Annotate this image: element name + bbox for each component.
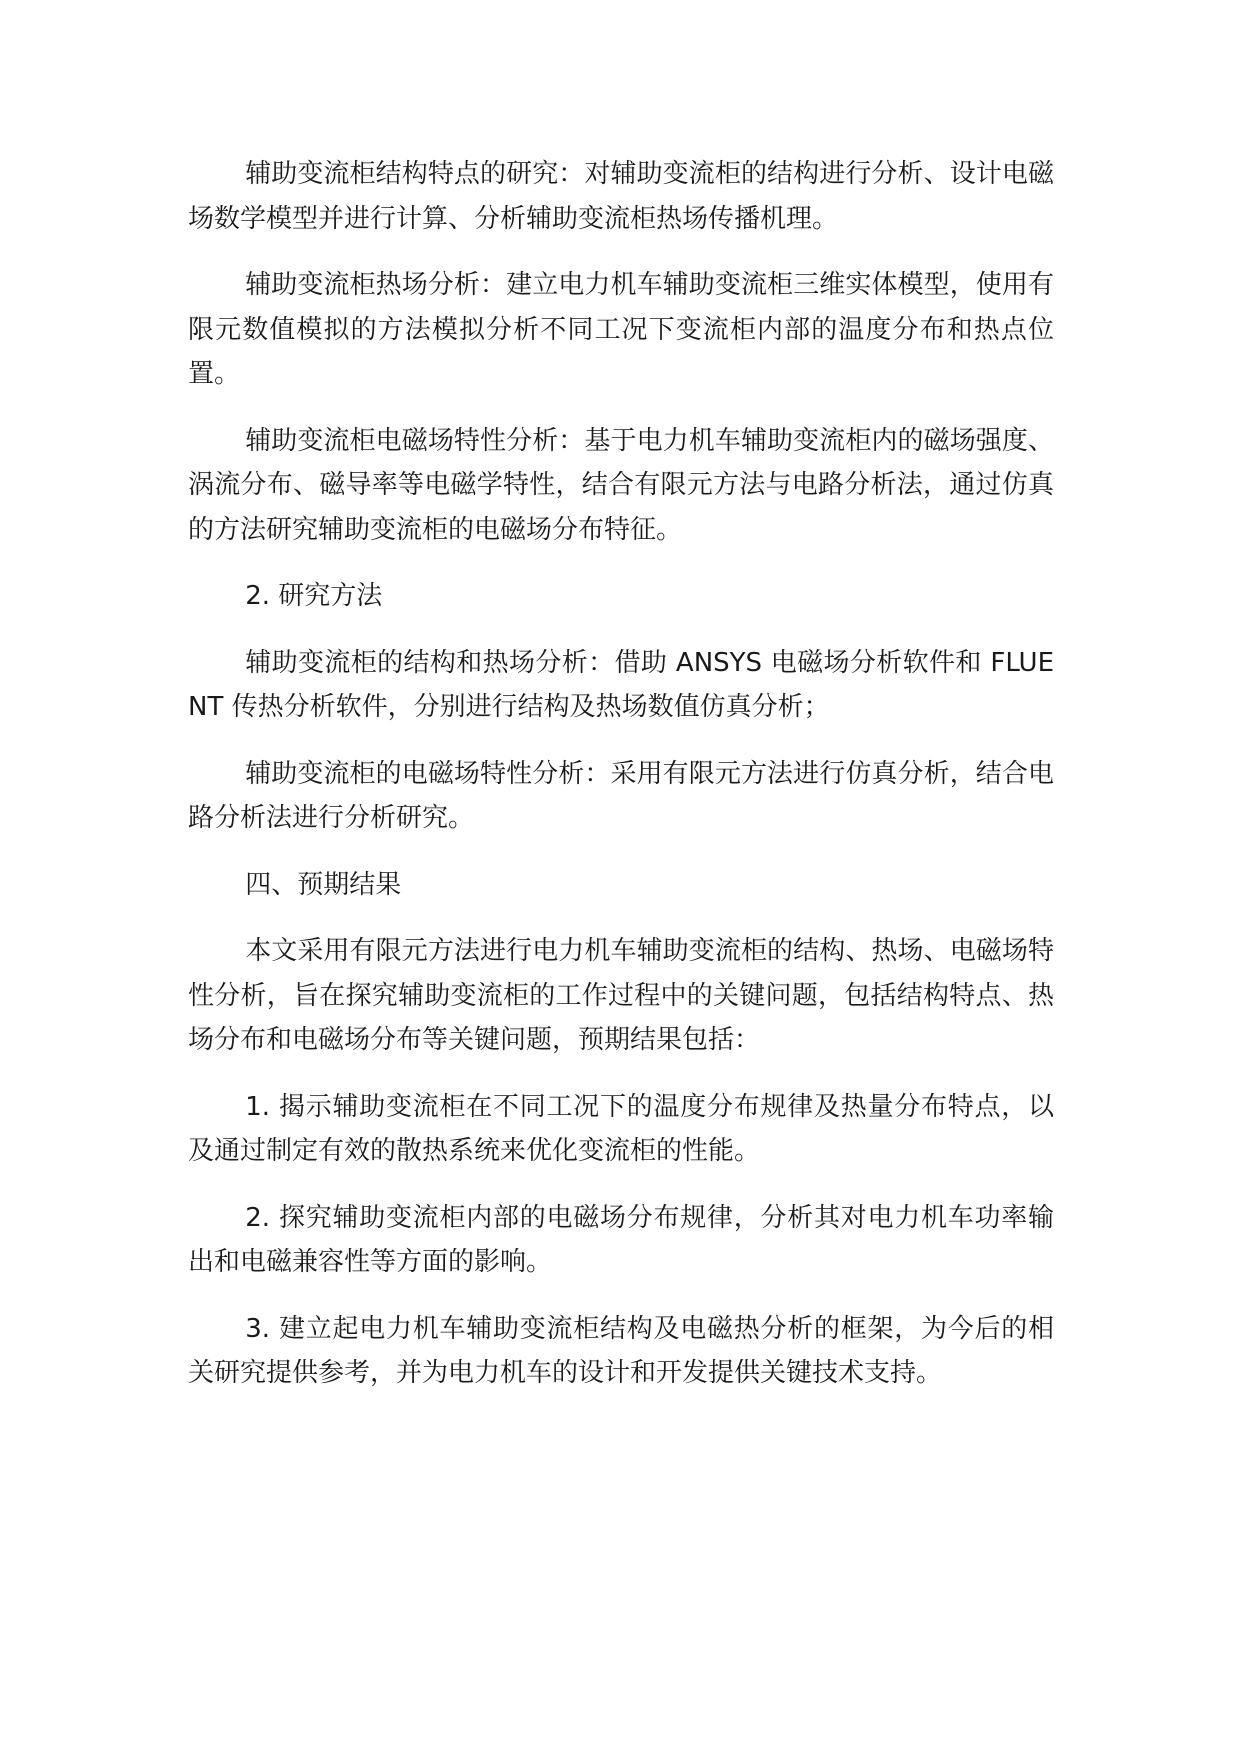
list-item-result-1: 1. 揭示辅助变流柜在不同工况下的温度分布规律及热量分布特点，以及通过制定有效的散热系统来优化变流柜的性能。: [188, 1091, 1054, 1166]
paragraph-method-em: 辅助变流柜的电磁场特性分析：采用有限元方法进行仿真分析，结合电路分析法进行分析研究。: [188, 758, 1054, 833]
paragraph-thermal-analysis: 辅助变流柜热场分析：建立电力机车辅助变流柜三维实体模型，使用有限元数值模拟的方法模拟分析不同工况下变流柜内部的温度分布和热点位置。: [188, 270, 1054, 389]
document-body: [188, 152, 1054, 1418]
paragraph-method-structure-thermal: 辅助变流柜的结构和热场分析：借助 ANSYS 电磁场分析软件和 FLUENT 传热分析软件，分别进行结构及热场数值仿真分析；: [188, 647, 1054, 722]
list-item-result-3: 3. 建立起电力机车辅助变流柜结构及电磁热分析的框架，为今后的相关研究提供参考，并为电力机车的设计和开发提供关键技术支持。: [188, 1313, 1054, 1388]
heading-research-methods: 2. 研究方法: [245, 581, 383, 611]
paragraph-em-analysis: 辅助变流柜电磁场特性分析：基于电力机车辅助变流柜内的磁场强度、涡流分布、磁导率等电磁学特性，结合有限元方法与电路分析法，通过仿真的方法研究辅助变流柜的电磁场分布特征。: [188, 425, 1054, 545]
paragraph-structure-study: 辅助变流柜结构特点的研究：对辅助变流柜的结构进行分析、设计电磁场数学模型并进行计算、分析辅助变流柜热场传播机理。: [188, 159, 1054, 234]
heading-expected-results: 四、预期结果: [245, 869, 402, 900]
list-item-result-2: 2. 探究辅助变流柜内部的电磁场分布规律，分析其对电力机车功率输出和电磁兼容性等方面的影响。: [188, 1202, 1054, 1277]
paragraph-results-intro: 本文采用有限元方法进行电力机车辅助变流柜的结构、热场、电磁场特性分析，旨在探究辅助变流柜的工作过程中的关键问题，包括结构特点、热场分布和电磁场分布等关键问题，预期结果包括：: [188, 936, 1054, 1055]
